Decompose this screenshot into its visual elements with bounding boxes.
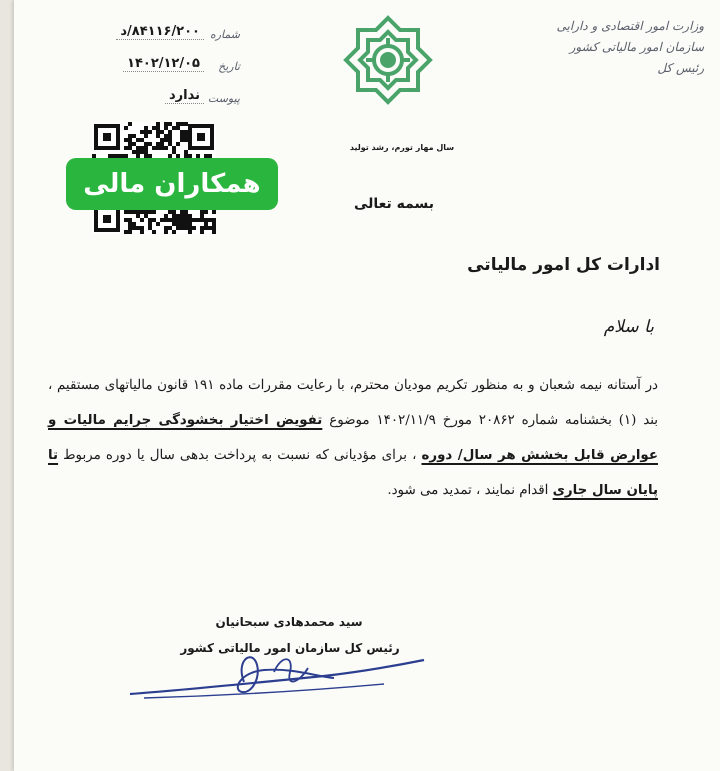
watermark-badge: همکاران مالی xyxy=(66,158,278,210)
signatory-name: سید محمدهادی سبحانیان xyxy=(215,615,363,629)
body-text-3: اقدام نمایند ، تمدید می شود. xyxy=(387,483,549,498)
salutation: با سلام xyxy=(603,317,654,337)
basmala: بسمه تعالی xyxy=(353,196,435,212)
body-emphasis-1: تفویض اختیار بخشودگی جرایم مالیات و عوارض قابل بخشش هر سال/ دوره xyxy=(48,413,658,463)
body-text-1: در آستانه نیمه شعبان و به منظور تکریم مودیان محترم، با رعایت مقررات ماده ۱۹۱ قانون مالیاتهای مستقیم ، بند (۱) بخشنامه شماره ۲۰۸۶۲ مورخ ۱۴۰۲/۱۱/۹ موضوع xyxy=(48,378,659,428)
org-line-1: وزارت امور اقتصادی و دارایی xyxy=(556,19,704,33)
meta-number-row xyxy=(90,22,240,54)
org-line-3: رئیس کل xyxy=(657,61,704,75)
date-value: ۱۴۰۲/۱۲/۰۵ xyxy=(123,56,204,72)
date-label: تاریخ xyxy=(218,60,240,73)
handwritten-signature xyxy=(124,632,444,712)
emblem-logo xyxy=(342,14,434,106)
number-value: ۸۴۱۱۶/۲۰۰/د xyxy=(116,24,204,40)
meta-date-row xyxy=(90,54,240,86)
attachment-value: ندارد xyxy=(165,88,204,104)
number-label: شماره xyxy=(209,28,240,41)
body-text-2: ، برای مؤدیانی که نسبت به پرداخت بدهی سال یا دوره مربوط xyxy=(63,448,417,463)
letter-meta xyxy=(90,22,240,118)
letter-body xyxy=(48,368,658,508)
letter-page xyxy=(14,0,720,771)
org-line-2: سازمان امور مالیاتی کشور xyxy=(569,40,704,54)
body-emphasis-2: تا پایان سال جاری xyxy=(48,448,658,498)
slogan: سال مهار تورم، رشد تولید xyxy=(349,143,455,152)
signatory-title: رئیس کل سازمان امور مالیاتی کشور xyxy=(180,641,400,655)
attachment-label: پیوست xyxy=(207,92,240,105)
meta-attachment-row xyxy=(90,86,240,118)
org-header xyxy=(544,16,704,79)
recipient: ادارات کل امور مالیاتی xyxy=(467,255,660,275)
